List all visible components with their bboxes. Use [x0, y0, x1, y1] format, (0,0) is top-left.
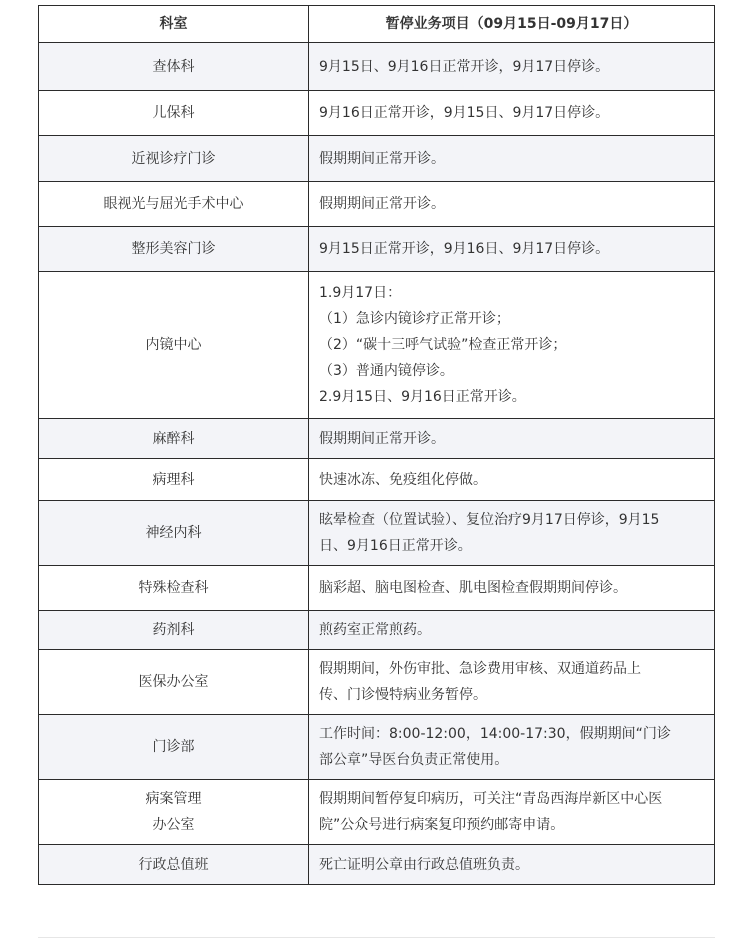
- department-name: 办公室: [152, 817, 195, 833]
- table-row: [39, 845, 715, 885]
- detail-line: 快速冰冻、免疫组化停做。: [319, 471, 487, 488]
- department-cell: [39, 272, 309, 419]
- table-row: [39, 272, 715, 419]
- detail-line: 假期期间正常开诊。: [319, 196, 445, 212]
- table-row: [39, 43, 715, 91]
- detail-line: 工作时间：8:00-12:00，14:00-17:30，假期期间“门诊: [319, 726, 671, 742]
- suspended-items-cell: [309, 611, 715, 650]
- detail-line: 2.9月15日、9月16日正常开诊。: [319, 389, 526, 405]
- suspended-items-cell: [309, 227, 715, 272]
- detail-line: （3）普通内镜停诊。: [319, 363, 454, 379]
- department-name: 近视诊疗门诊: [131, 150, 216, 167]
- table-row: [39, 566, 715, 611]
- department-cell: [39, 91, 309, 136]
- suspended-items-cell: [309, 650, 715, 715]
- detail-line: 假期期间，外伤审批、急诊费用审核、双通道药品上: [319, 661, 641, 677]
- detail-line: 脑彩超、脑电图检查、肌电图检查假期期间停诊。: [319, 580, 627, 596]
- department-name: 病案管理: [145, 791, 202, 807]
- department-cell: [39, 566, 309, 611]
- header-department: 科室: [39, 6, 309, 43]
- table-row: [39, 419, 715, 459]
- department-cell: [39, 227, 309, 272]
- detail-line: 9月15日正常开诊，9月16日、9月17日停诊。: [319, 241, 610, 257]
- detail-line: 假期期间正常开诊。: [319, 150, 445, 167]
- department-name: 整形美容门诊: [131, 241, 216, 257]
- detail-line: 1.9月17日：: [319, 285, 402, 301]
- department-cell: [39, 501, 309, 566]
- suspended-items-cell: [309, 780, 715, 845]
- department-cell: [39, 611, 309, 650]
- department-cell: [39, 650, 309, 715]
- department-name: 内镜中心: [145, 337, 202, 353]
- detail-line: 死亡证明公章由行政总值班负责。: [319, 856, 529, 873]
- table-row: [39, 227, 715, 272]
- suspended-items-cell: [309, 566, 715, 611]
- suspended-items-cell: [309, 91, 715, 136]
- suspension-schedule-table: [38, 5, 715, 885]
- detail-line: 假期期间正常开诊。: [319, 430, 445, 447]
- detail-line: 日、9月16日正常开诊。: [319, 538, 472, 554]
- department-name: 查体科: [152, 58, 195, 75]
- department-cell: [39, 459, 309, 501]
- suspended-items-cell: [309, 845, 715, 885]
- table-row: [39, 501, 715, 566]
- table-row: [39, 459, 715, 501]
- header-suspended-items: 暂停业务项目（09月15日-09月17日）: [309, 6, 715, 43]
- table-body: [39, 43, 715, 885]
- detail-line: 煎药室正常煎药。: [319, 622, 431, 638]
- table-header-row: [39, 6, 715, 43]
- suspended-items-cell: [309, 182, 715, 227]
- detail-line: 部公章”导医台负责正常使用。: [319, 752, 509, 768]
- table-row: [39, 611, 715, 650]
- detail-line: （1）急诊内镜诊疗正常开诊；: [319, 311, 510, 327]
- department-name: 神经内科: [145, 525, 202, 541]
- department-cell: [39, 182, 309, 227]
- suspended-items-cell: [309, 501, 715, 566]
- detail-line: 眩晕检查（位置试验）、复位治疗9月17日停诊，9月15: [319, 512, 660, 528]
- department-cell: [39, 419, 309, 459]
- detail-line: 9月16日正常开诊，9月15日、9月17日停诊。: [319, 105, 610, 121]
- department-name: 特殊检查科: [138, 580, 209, 596]
- table-row: [39, 650, 715, 715]
- department-name: 医保办公室: [138, 674, 209, 690]
- department-name: 药剂科: [152, 622, 195, 638]
- table-row: [39, 780, 715, 845]
- detail-line: 假期期间暂停复印病历，可关注“青岛西海岸新区中心医: [319, 791, 663, 807]
- table-row: [39, 715, 715, 780]
- detail-line: 传、门诊慢特病业务暂停。: [319, 687, 487, 703]
- department-cell: [39, 43, 309, 91]
- bottom-divider: [38, 937, 715, 938]
- department-cell: [39, 845, 309, 885]
- suspended-items-cell: [309, 715, 715, 780]
- department-name: 麻醉科: [152, 430, 195, 447]
- department-name: 门诊部: [152, 739, 195, 755]
- suspended-items-cell: [309, 272, 715, 419]
- table-row: [39, 136, 715, 182]
- department-name: 眼视光与屈光手术中心: [103, 196, 244, 212]
- suspended-items-cell: [309, 43, 715, 91]
- detail-line: 院”公众号进行病案复印预约邮寄申请。: [319, 817, 565, 833]
- suspended-items-cell: [309, 136, 715, 182]
- suspended-items-cell: [309, 459, 715, 501]
- department-cell: [39, 136, 309, 182]
- table-row: [39, 91, 715, 136]
- detail-line: （2）“碳十三呼气试验”检查正常开诊；: [319, 337, 567, 353]
- department-cell: [39, 715, 309, 780]
- detail-line: 9月15日、9月16日正常开诊，9月17日停诊。: [319, 58, 610, 75]
- department-name: 行政总值班: [138, 856, 209, 873]
- department-cell: [39, 780, 309, 845]
- department-name: 儿保科: [152, 105, 195, 121]
- department-name: 病理科: [152, 471, 195, 488]
- table-row: [39, 182, 715, 227]
- suspended-items-cell: [309, 419, 715, 459]
